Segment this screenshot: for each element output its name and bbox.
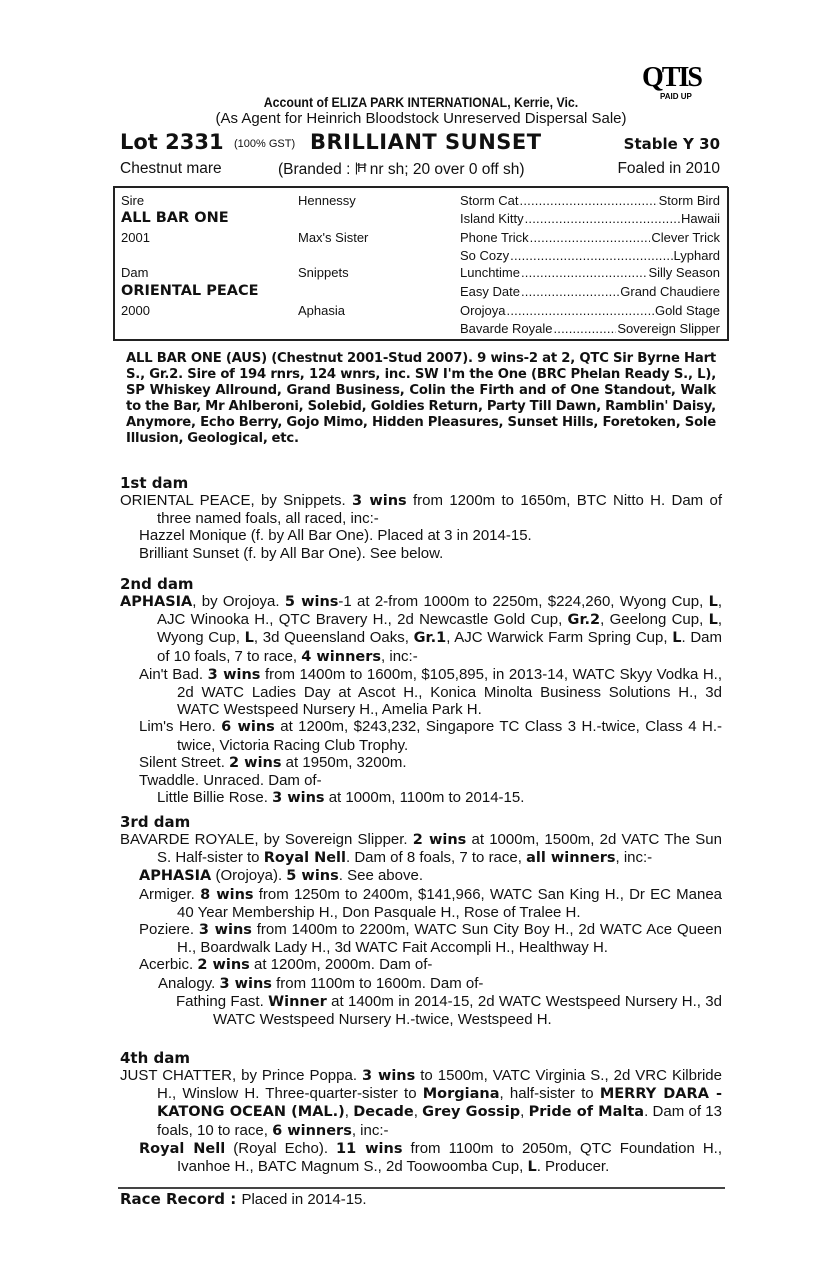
second-dam-section	[120, 575, 722, 807]
sire-label: Sire	[121, 193, 145, 208]
sire-sire: Hennessy	[298, 193, 356, 208]
paid-up-label: PAID UP	[660, 92, 692, 101]
section-heading: 2nd dam	[120, 575, 194, 593]
fourth-dam-section	[120, 1049, 722, 1176]
dam-entry: JUST CHATTER, by Prince Poppa. 3 wins to 1500m, VATC Virginia S., 2d VRC Kilbride H., Winslow H. Three-quarter-sister to Morgiana, half-sister to MERRY DARA - KATONG OCEAN (MAL.), Decade, Grey Gossip, Pride of Malta. Dam of 13 foals, 10 to race, 6 winners, inc:-	[120, 1067, 723, 1139]
ancestor-row: Orojoya ..... Gold Stage	[460, 303, 720, 319]
race-record	[120, 1190, 367, 1208]
dam-entry: BAVARDE ROYALE, by Sovereign Slipper. 2 wins at 1000m, 1500m, 2d VATC The Sun S. Half-sister to Royal Nell. Dam of 8 foals, 7 to race, all winners, inc:-	[120, 831, 722, 867]
greatgrandprogeny-entry: Fathing Fast. Winner at 1400m in 2014-15, 2d WATC Westspeed Nursery H., 3d WATC Westspeed Nursery H.-twice, Westspeed H.	[176, 992, 722, 1029]
lot-line	[120, 130, 722, 156]
ancestor-row: Easy Date ..... Grand Chaudiere	[460, 284, 720, 300]
ancestor-row: Lunchtime ..... Silly Season	[460, 265, 720, 281]
qtis-logo-text: QTIS	[642, 62, 701, 93]
sire-year: 2001	[121, 230, 150, 245]
brand-info	[278, 160, 525, 179]
progeny-entry: Acerbic. 2 wins at 1200m, 2000m. Dam of-	[139, 956, 433, 974]
vendor-account: Account of ELIZA PARK INTERNATIONAL, Kerrie, Vic.	[263, 94, 579, 110]
progeny-entry: Twaddle. Unraced. Dam of-	[139, 772, 322, 790]
gst-note: (100% GST)	[234, 138, 296, 150]
first-dam-section	[120, 474, 722, 562]
progeny-entry: Silent Street. 2 wins at 1950m, 3200m.	[139, 753, 407, 771]
section-heading: 3rd dam	[120, 813, 191, 831]
third-dam-section	[120, 813, 722, 1028]
progeny-entry: Brilliant Sunset (f. by All Bar One). See below.	[139, 544, 444, 562]
ancestor-row: Bavarde Royale ..... Sovereign Slipper	[460, 321, 720, 337]
bottom-divider	[118, 1187, 725, 1189]
branded-suffix: nr sh; 20 over 0 off sh)	[365, 161, 525, 178]
race-record-value: Placed in 2014-15.	[241, 1191, 367, 1208]
brand-mark-icon: |Ħ	[354, 160, 366, 175]
dam-entry: APHASIA, by Orojoya. 5 wins-1 at 2-from 1000m to 2250m, $224,260, Wyong Cup, L, AJC Winooka H., QTC Bravery H., 2d Newcastle Gold Cup, Gr.2, Geelong Cup, L, Wyong Cup, L, 3d Queensland Oaks, Gr.1, AJC Warwick Farm Spring Cup, L. Dam of 10 foals, 7 to race, 4 winners, inc:-	[120, 593, 722, 665]
foaled-year: Foaled in 2010	[617, 160, 720, 177]
progeny-entry: APHASIA (Orojoya). 5 wins. See above.	[139, 867, 423, 885]
dam-name: ORIENTAL PEACE	[121, 283, 259, 299]
ancestor-row: Phone Trick ..... Clever Trick	[460, 230, 720, 246]
branded-prefix: (Branded :	[278, 161, 355, 178]
dam-label: Dam	[121, 265, 149, 280]
progeny-entry: Royal Nell (Royal Echo). 11 wins from 1100m to 2050m, QTC Foundation H., Ivanhoe H., BATC Magnum S., 2d Toowoomba Cup, L. Producer.	[139, 1139, 723, 1176]
sire-dam: Max's Sister	[298, 230, 369, 245]
vendor-agent: (As Agent for Heinrich Bloodstock Unreserved Dispersal Sale)	[215, 110, 627, 127]
colour-sex: Chestnut mare	[120, 160, 222, 177]
grandprogeny-entry: Analogy. 3 wins from 1100m to 1600m. Dam of-	[158, 974, 484, 992]
grandprogeny-entry: Little Billie Rose. 3 wins at 1000m, 1100m to 2014-15.	[157, 789, 525, 807]
progeny-entry: Poziere. 3 wins from 1400m to 2200m, WATC Sun City Boy H., 2d WATC Ace Queen H., Boardwalk Lady H., 3d WATC Fait Accompli H., Healthway H.	[139, 921, 722, 957]
progeny-entry: Hazzel Monique (f. by All Bar One). Placed at 3 in 2014-15.	[139, 527, 532, 545]
pedigree-table	[113, 187, 729, 341]
ancestor-row: Island Kitty ..... Hawaii	[460, 211, 720, 227]
horse-name: BRILLIANT SUNSET	[310, 130, 542, 154]
progeny-entry: Ain't Bad. 3 wins from 1400m to 1600m, $105,895, in 2013-14, WATC Skyy Vodka H., 2d WATC Ladies Day at Ascot H., Konica Minolta Business Solutions H., 3d WATC Westspeed Nursery H., Amelia Park H.	[139, 665, 722, 719]
progeny-entry: Lim's Hero. 6 wins at 1200m, $243,232, Singapore TC Class 3 H.-twice, Class 4 H.-twice, Victoria Racing Club Trophy.	[139, 718, 722, 754]
lot-number: Lot 2331	[120, 130, 224, 154]
ancestor-row: Storm Cat ..... Storm Bird	[460, 193, 720, 209]
dam-sire: Snippets	[298, 265, 349, 280]
sire-summary: ALL BAR ONE (AUS) (Chestnut 2001-Stud 2007). 9 wins-2 at 2, QTC Sir Byrne Hart S., Gr.2. Sire of 194 rnrs, 124 wnrs, inc. SW I'm the One (BRC Phelan Ready S., L), SP Whiskey Allround, Grand Business, Colin the Firth and of One Standout, Walk to the Bar, Mr Ahlberoni, Solebid, Goldies Return, Party Till Dawn, Ramblin' Daisy, Anymore, Echo Berry, Gojo Mimo, Hidden Pleasures, Sunset Hills, Foretoken, Sole Illusion, Geological, etc.	[126, 351, 716, 446]
dam-year: 2000	[121, 303, 150, 318]
progeny-entry: Armiger. 8 wins from 1250m to 2400m, $141,966, WATC San King H., Dr EC Manea 40 Year Membership H., Don Pasquale H., Rose of Tralee H.	[139, 885, 723, 921]
dam-entry: ORIENTAL PEACE, by Snippets. 3 wins from 1200m to 1650m, BTC Nitto H. Dam of three named foals, all raced, inc:-	[120, 492, 723, 528]
race-record-label: Race Record :	[120, 1190, 242, 1208]
stable-number: Stable Y 30	[623, 135, 720, 153]
section-heading: 4th dam	[120, 1049, 190, 1067]
dam-dam: Aphasia	[298, 303, 345, 318]
sire-name: ALL BAR ONE	[121, 210, 229, 226]
ancestor-row: So Cozy ..... Lyphard	[460, 248, 720, 264]
section-heading: 1st dam	[120, 474, 189, 492]
